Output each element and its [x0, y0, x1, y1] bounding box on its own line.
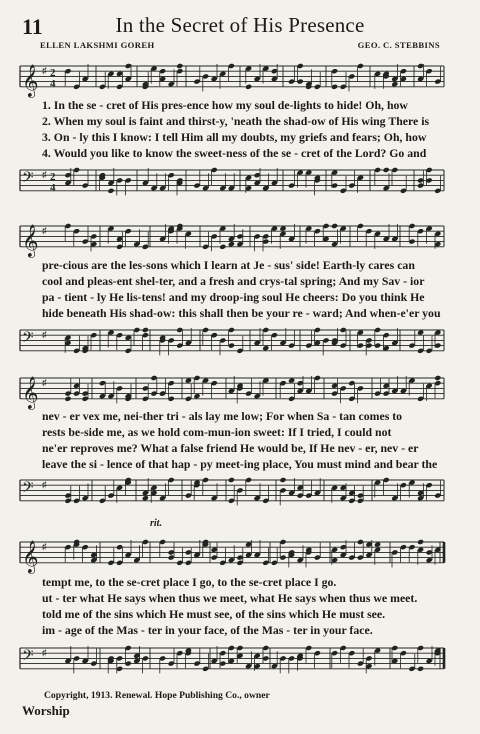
lyric-verse-1: tempt me, to the se-cret place I go, to the se-cret place I go. [42, 575, 337, 589]
ritardando-mark: rit. [150, 518, 162, 529]
sharp-icon: ♯ [42, 65, 47, 76]
sharp-icon: ♯ [42, 647, 47, 658]
lyric-verse-2: rests be-side me, as we hold com-mun-ion sweet: If I tried, I could not [42, 425, 392, 439]
lyric-verse-1: pre-cious are the les-sons which I learn at Je - sus' side! Earth-ly cares can [42, 258, 415, 272]
bass-clef-icon: 𝄢 [22, 168, 34, 190]
bass-staff-system-3 [0, 470, 480, 514]
lyric-verse-4: im - age of the Mas - ter in your face, of the Mas - ter in your face. [42, 623, 373, 637]
lyric-verse-3: 3. On - ly this I know: I tell Him all my doubts, my griefs and fears; Oh, how [42, 130, 427, 144]
time-signature-bottom: 4 [50, 181, 56, 194]
sharp-icon: ♯ [42, 169, 47, 180]
sharp-icon: ♯ [42, 329, 47, 340]
copyright-notice: Copyright, 1913. Renewal. Hope Publishing Co., owner [44, 690, 270, 701]
author-credit: ELLEN LAKSHMI GOREH [40, 40, 155, 50]
lyrics-system-4 [0, 574, 480, 638]
sharp-icon: ♯ [42, 479, 47, 490]
bass-clef-icon: 𝄢 [22, 646, 34, 668]
time-signature-top: 2 [50, 66, 56, 79]
treble-staff-system-3 [0, 364, 480, 410]
bass-staff-system-4 [0, 636, 480, 682]
treble-clef-icon: 𝄞 [22, 223, 39, 257]
hymn-title: In the Secret of His Presence [115, 13, 365, 37]
lyric-verse-1: nev - er vex me, nei-ther tri - als lay me low; For when Sa - tan comes to [42, 409, 403, 423]
bass-staff-system-2 [0, 320, 480, 364]
hymn-category: Worship [22, 703, 70, 718]
treble-staff-system-1 [0, 54, 480, 98]
time-signature-bottom: 4 [50, 77, 56, 90]
staff-lines [20, 66, 444, 87]
lyric-verse-2: ut - ter what He says when thus we meet, what He says when thus we meet. [42, 591, 418, 605]
lyrics-system-2 [0, 257, 480, 321]
treble-clef-icon: 𝄞 [22, 375, 39, 409]
lyric-verse-3: ne'er reproves me? What a false friend He would be, If He nev - er, nev - er [42, 441, 419, 455]
treble-staff-system-2 [0, 212, 480, 258]
time-signature-top: 2 [50, 170, 56, 183]
lyric-verse-4: hide beneath His shad-ow: this shall then be your re - ward; And when-e'er you [42, 306, 441, 320]
bass-clef-icon: 𝄢 [22, 478, 34, 500]
hymn-number: 11 [22, 14, 43, 39]
lyric-verse-1: 1. In the se - cret of His pres-ence how my soul de-lights to hide! Oh, how [42, 98, 408, 112]
composer-credit: GEO. C. STEBBINS [357, 40, 440, 50]
staff-lines [20, 648, 444, 669]
lyrics-system-3 [0, 408, 480, 472]
treble-clef-icon: 𝄞 [22, 539, 39, 573]
lyric-verse-3: pa - tient - ly He lis-tens! and my droop-ing soul He cheers: Do you think He [42, 290, 425, 304]
treble-staff-system-4 [0, 524, 480, 574]
sharp-icon: ♯ [42, 377, 47, 388]
lyric-verse-4: 4. Would you like to know the sweet-ness of the se - cret of the Lord? Go and [42, 146, 427, 160]
lyric-verse-2: cool and pleas-ent shel-ter, and a fresh and crys-tal spring; And my Sav - ior [42, 274, 425, 288]
lyrics-system-1 [0, 97, 480, 161]
sharp-icon: ♯ [42, 225, 47, 236]
treble-clef-icon: 𝄞 [22, 63, 39, 97]
lyric-verse-3: told me of the sins which He must see, of the sins which He must see. [42, 607, 386, 621]
bass-staff-system-1 [0, 160, 480, 208]
lyric-verse-4: leave the si - lence of that hap - py meet-ing place, You must mind and bear the [42, 457, 438, 471]
sharp-icon: ♯ [42, 541, 47, 552]
lyric-verse-2: 2. When my soul is faint and thirst-y, 'neath the shad-ow of His wing There is [42, 114, 430, 128]
bass-clef-icon: 𝄢 [22, 328, 34, 350]
